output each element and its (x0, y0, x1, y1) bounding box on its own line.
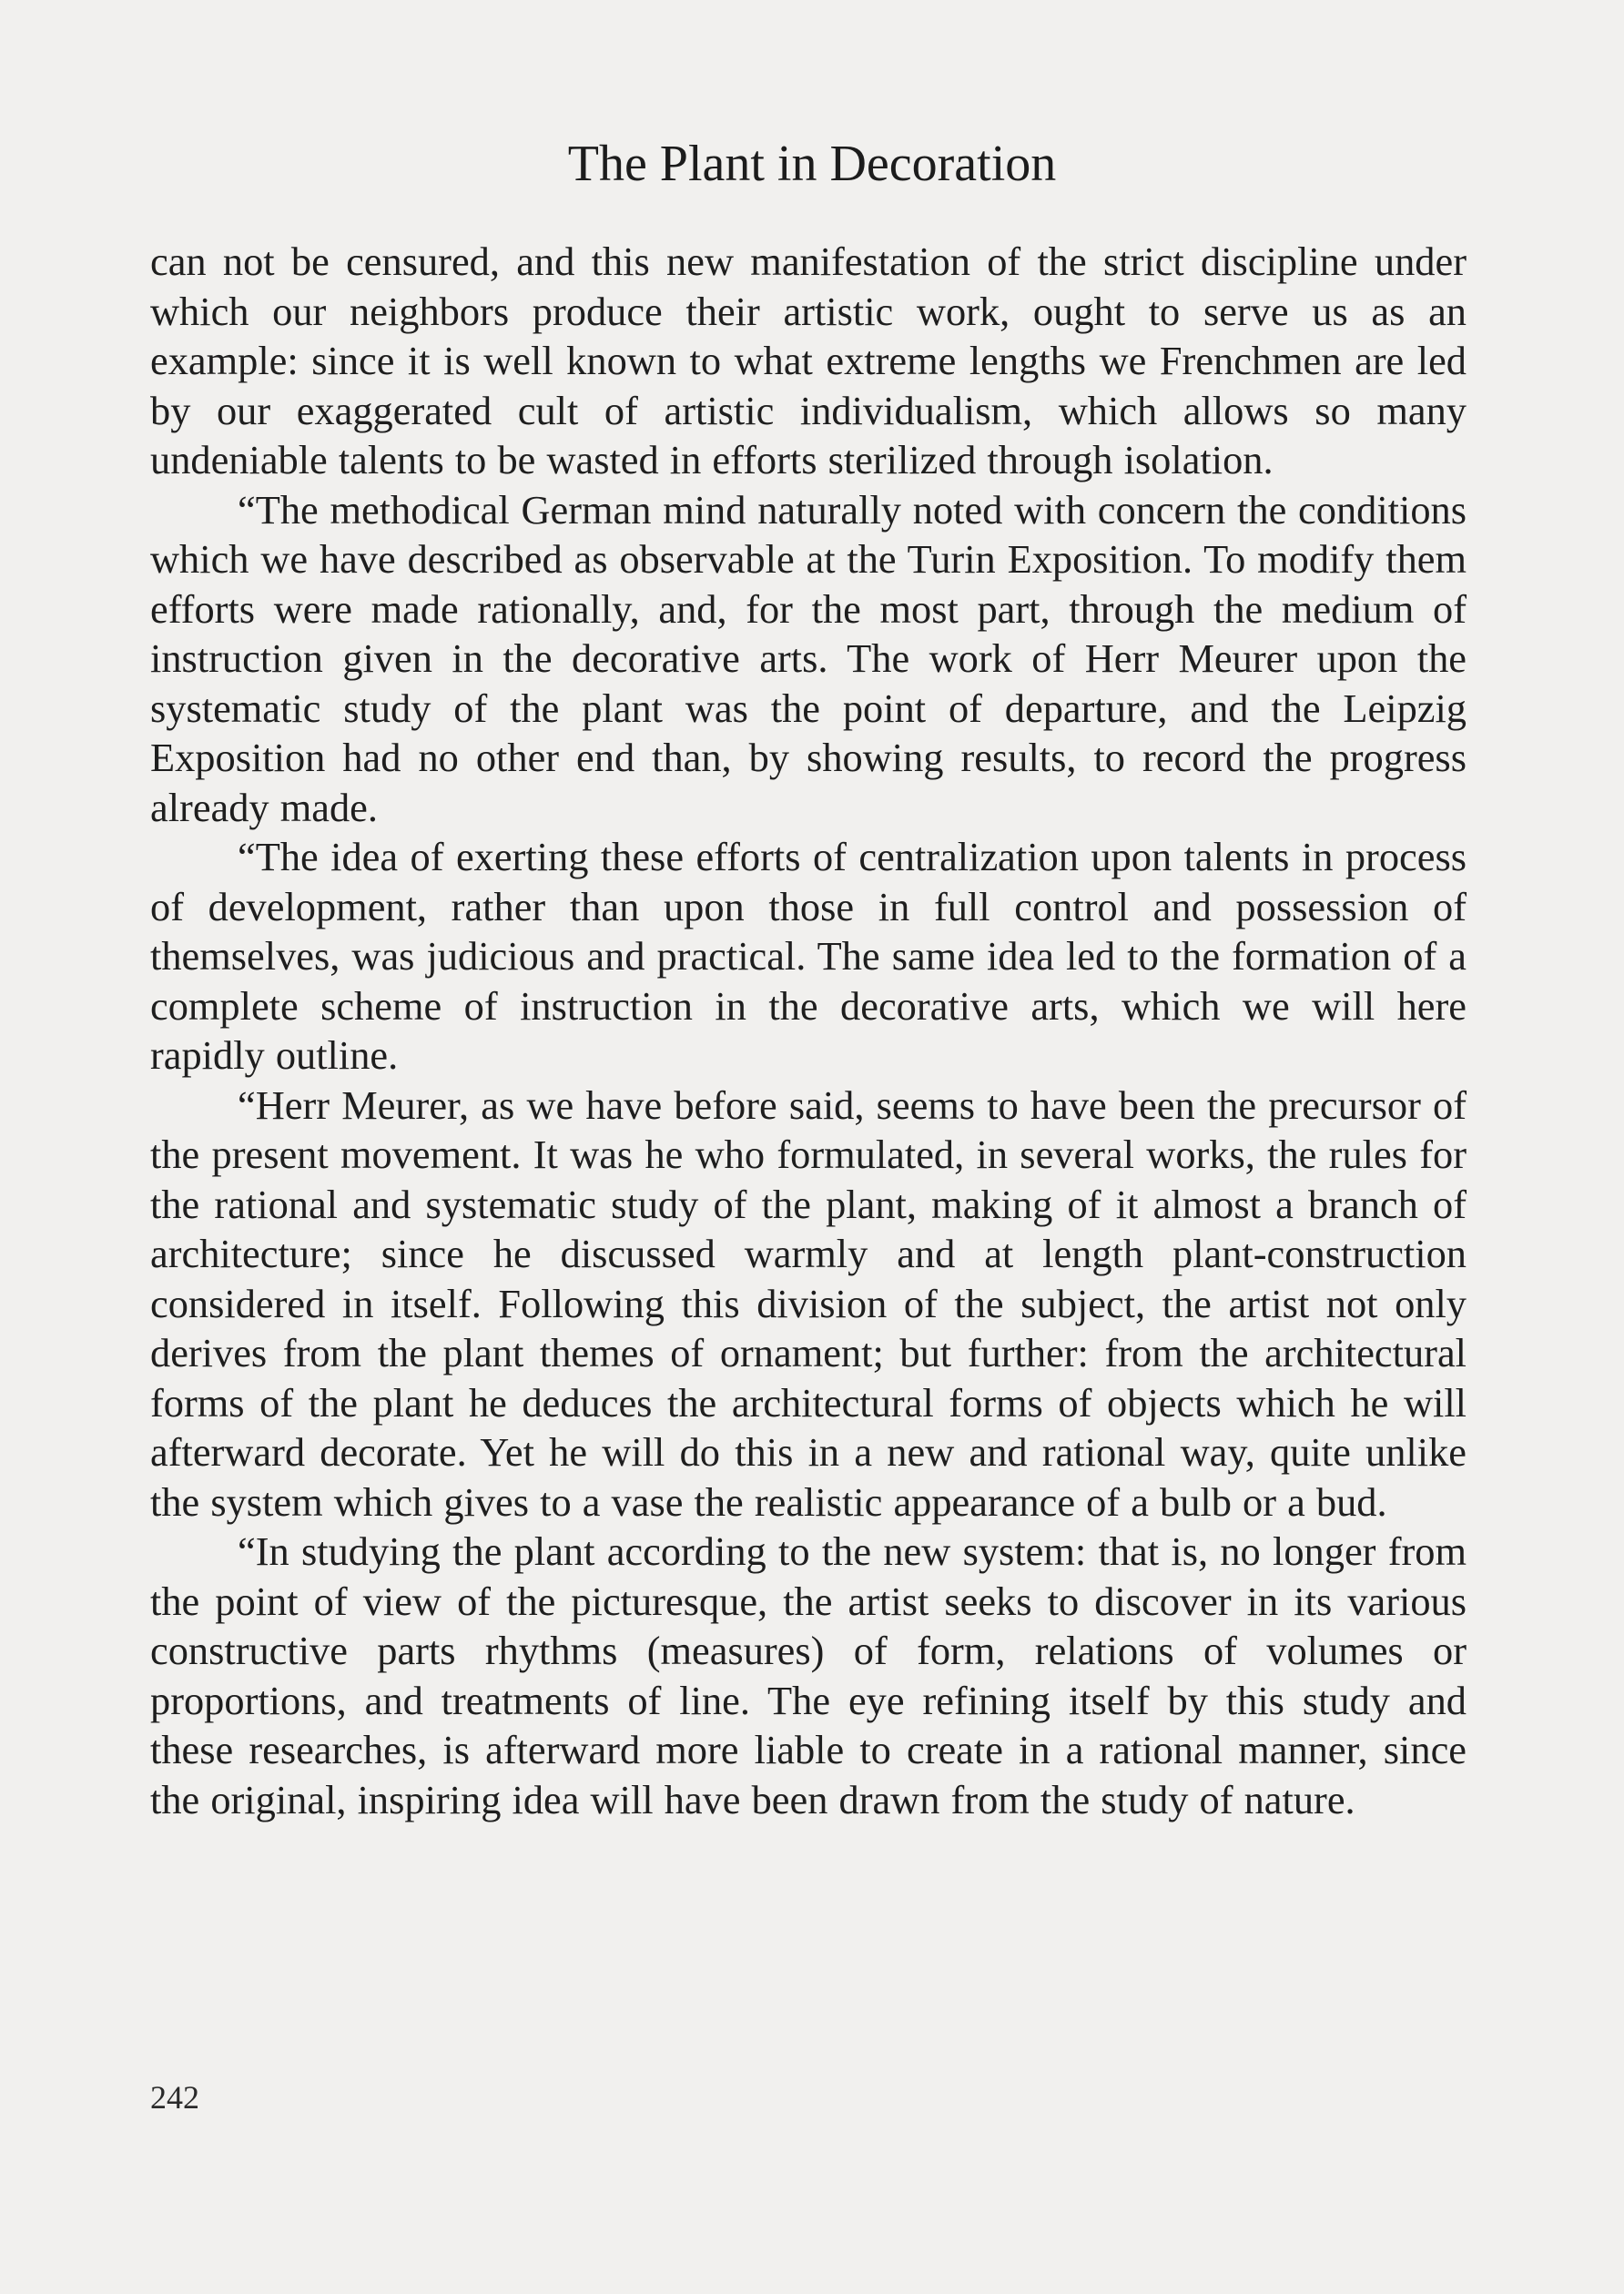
page-number: 242 (150, 2079, 199, 2116)
paragraph-5: “In studying the plant according to the new system: that is, no longer from the point of view of the picturesque, the artist seeks to discover in its various constructive parts rhythms (measures) of form, relations of volumes or proportions, and treatments of line. The eye refining itself by this study and these researches, is afterward more liable to create in a rational manner, since the original, inspiring idea will have been drawn from the study of nature. (150, 1528, 1467, 1822)
body-text (150, 237, 1467, 1824)
paragraph-1: can not be censured, and this new manifestation of the strict discipline under which our neighbors produce their artistic work, ought to serve us as an example: since it is well known to what extreme lengths we Frenchmen are led by our exaggerated cult of artistic individualism, which allows so many undeniable talents to be wasted in efforts sterilized through isolation. (150, 239, 1467, 482)
paragraph-3: “The idea of exerting these efforts of centralization upon talents in process of development, rather than upon those in full control and possession of themselves, was judicious and practical. The same idea led to the formation of a complete scheme of instruction in the decorative arts, which we will here rapidly outline. (150, 834, 1467, 1078)
paragraph-4: “Herr Meurer, as we have before said, seems to have been the precursor of the present movement. It was he who formulated, in several works, the rules for the rational and systematic study of the plant, making of it almost a branch of architecture; since he discussed warmly and at length plant-construction considered in itself. Following this division of the subject, the artist not only derives from the plant themes of ornament; but further: from the architectural forms of the plant he deduces the architectural forms of objects which he will afterward decorate. Yet he will do this in a new and rational way, quite unlike the system which gives to a vase the realistic appearance of a bulb or a bud. (150, 1081, 1467, 1525)
running-title: The Plant in Decoration (567, 136, 1057, 192)
paragraph-2: “The methodical German mind naturally noted with concern the conditions which we have described as observable at the Turin Exposition. To modify them efforts were made rationally, and, for the most part, through the medium of instruction given in the decorative arts. The work of Herr Meurer upon the systematic study of the plant was the point of departure, and the Leipzig Exposition had no other end than, by showing results, to record the progress already made. (150, 486, 1467, 830)
